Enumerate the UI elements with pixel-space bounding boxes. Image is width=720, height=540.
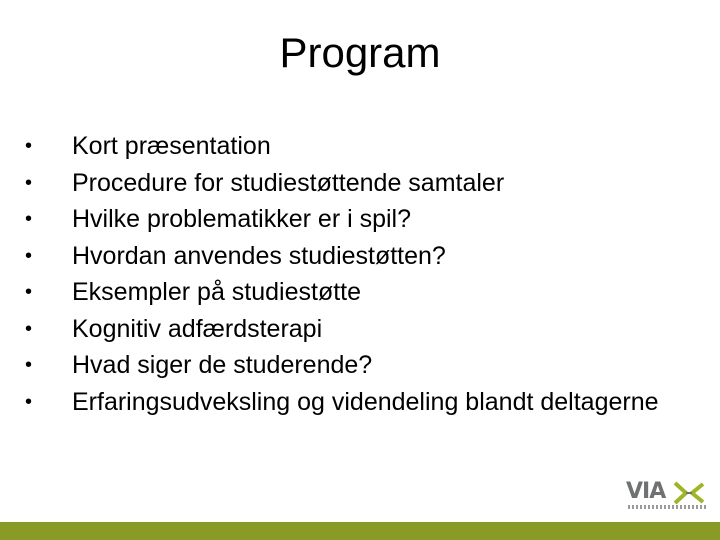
bullet-icon: • <box>25 317 33 340</box>
agenda-item <box>22 128 662 165</box>
agenda-item <box>22 347 662 384</box>
agenda-item-text: Kognitiv adfærdsterapi <box>72 314 323 343</box>
agenda-item <box>22 165 662 202</box>
bullet-icon: • <box>25 135 33 157</box>
bullet-icon: • <box>25 281 33 303</box>
agenda-item <box>22 201 662 238</box>
via-logo <box>626 480 706 514</box>
logo-subtitle-graphic <box>628 505 706 509</box>
agenda-item-text: Hvad siger de studerende? <box>72 351 373 379</box>
bullet-icon: • <box>25 354 33 376</box>
agenda-item <box>22 311 662 348</box>
agenda-item-text: Procedure for studiestøttende samtaler <box>72 168 505 197</box>
footer-bar <box>0 522 720 540</box>
logo-wordmark: VIA <box>626 479 666 504</box>
agenda-item-text: Erfaringsudveksling og videndeling blandt deltagerne <box>72 387 659 416</box>
agenda-item-text: Hvilke problematikker er i spil? <box>72 205 412 233</box>
slide-title: Program <box>279 29 441 76</box>
agenda-item-text: Eksempler på studiestøtte <box>72 278 362 306</box>
bullet-icon: • <box>25 171 33 194</box>
agenda-item-text: Hvordan anvendes studiestøtten? <box>72 241 446 270</box>
agenda-item <box>22 238 662 275</box>
bullet-icon: • <box>25 208 33 230</box>
agenda-item <box>22 384 662 421</box>
agenda-item <box>22 274 662 311</box>
agenda-list <box>22 128 662 420</box>
bullet-icon: • <box>25 390 33 413</box>
agenda-item-text: Kort præsentation <box>72 132 271 160</box>
bullet-icon: • <box>25 244 33 267</box>
via-logo-mark-icon <box>673 481 707 505</box>
